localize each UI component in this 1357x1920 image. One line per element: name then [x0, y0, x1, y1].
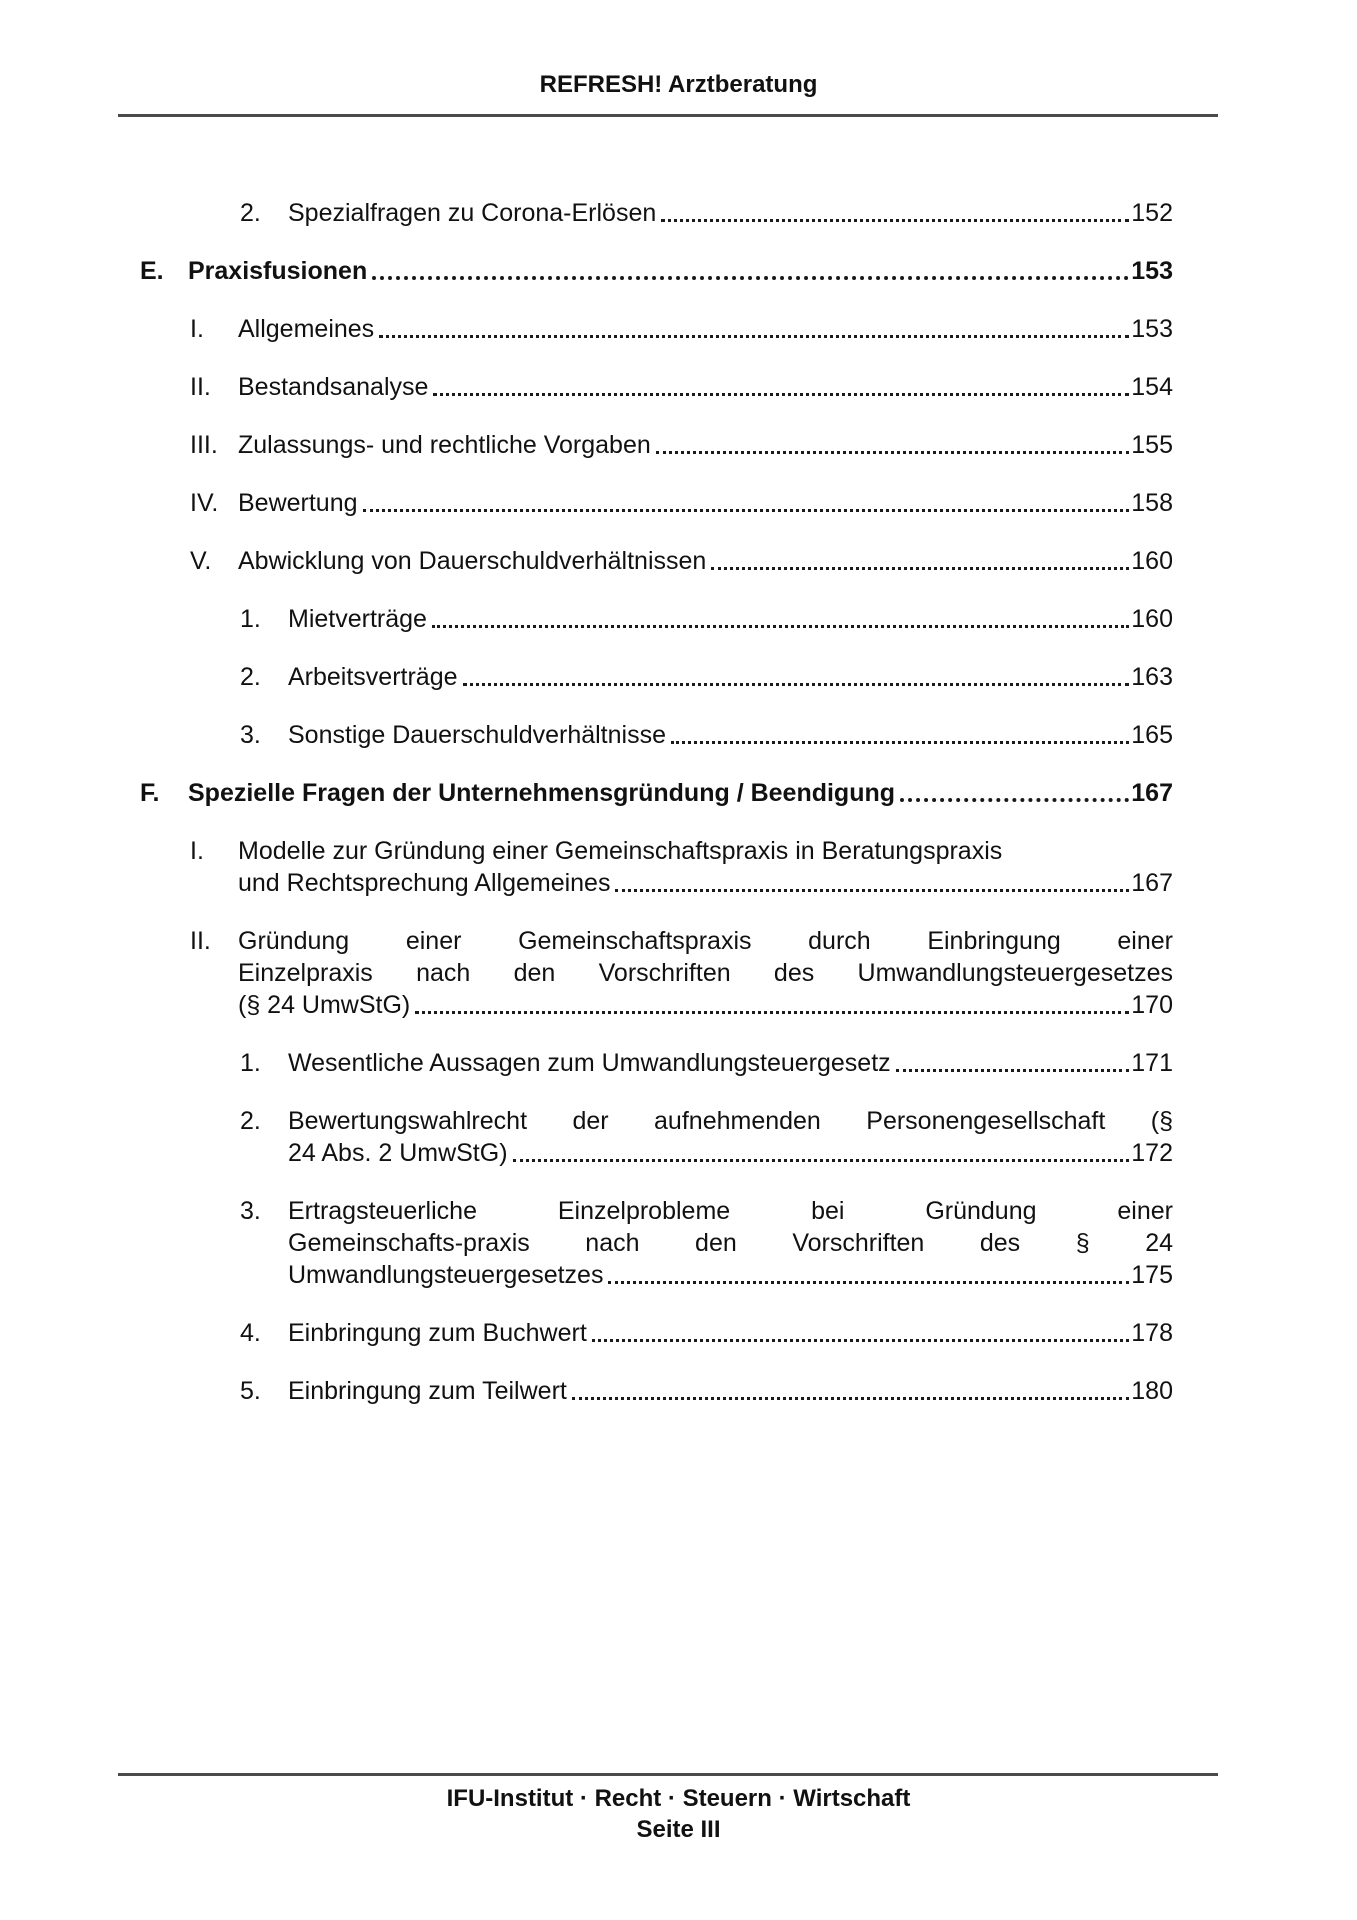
toc-entry-label: F. — [140, 779, 160, 807]
toc-entry-body — [238, 925, 1173, 1021]
footer-page-line: Seite III — [636, 1816, 721, 1843]
toc-entry-label: 2. — [240, 1107, 261, 1135]
dot-leader — [572, 1397, 1129, 1400]
toc-entry-title: Spezielle Fragen der Unternehmensgründung / Beendigung — [188, 779, 896, 807]
toc-entry-title: Spezialfragen zu Corona-Erlösen — [288, 199, 657, 227]
toc-entry-label: 2. — [240, 663, 261, 691]
toc-entry-body — [238, 313, 1173, 345]
toc-page-number: 175 — [1131, 1261, 1173, 1289]
toc-entry-body — [188, 255, 1173, 287]
toc-entry — [118, 545, 1173, 577]
toc-entry-body — [238, 429, 1173, 461]
toc-entry — [118, 255, 1173, 287]
toc-entry-body — [288, 1105, 1173, 1169]
toc-entry — [118, 197, 1173, 229]
toc-entry-line — [288, 661, 1173, 693]
dot-leader — [661, 219, 1129, 222]
toc-entry-body — [238, 487, 1173, 519]
toc-entry-title: Bestandsanalyse — [238, 373, 429, 401]
dot-leader — [513, 1159, 1130, 1162]
dot-leader — [656, 451, 1130, 454]
toc-entry — [118, 1195, 1173, 1291]
toc-entry-body — [288, 603, 1173, 635]
toc-page-number: 153 — [1131, 257, 1173, 285]
toc-entry-label: 3. — [240, 721, 261, 749]
toc-page-number: 171 — [1131, 1049, 1173, 1077]
toc-entry-line — [238, 371, 1173, 403]
toc-entry — [118, 429, 1173, 461]
toc-entry — [118, 835, 1173, 899]
toc-entry-body — [288, 1317, 1173, 1349]
toc-entry-body — [288, 1195, 1173, 1291]
header-rule — [118, 114, 1218, 117]
toc-entry — [118, 313, 1173, 345]
dot-leader — [711, 567, 1129, 570]
dot-leader — [671, 741, 1129, 744]
toc-entry-wrap-line: Ertragsteuerliche Einzelprobleme bei Gründung einer — [288, 1197, 1173, 1225]
toc-entry-label: 2. — [240, 199, 261, 227]
toc-entry-line — [288, 1137, 1173, 1169]
toc-entry-label: III. — [190, 431, 218, 459]
toc-entry-label: 3. — [240, 1197, 261, 1225]
toc-entry — [118, 719, 1173, 751]
toc-entry-line — [238, 545, 1173, 577]
toc-page-number: 153 — [1131, 315, 1173, 343]
toc-entry-label: E. — [140, 257, 164, 285]
toc-entry-body — [288, 1047, 1173, 1079]
toc-entry-label: IV. — [190, 489, 219, 517]
toc-entry-wrap-line: Modelle zur Gründung einer Gemeinschaftspraxis in Beratungspraxis — [238, 837, 1003, 865]
toc-entry-title: Umwandlungsteuergesetzes — [288, 1261, 604, 1289]
dot-leader — [615, 889, 1129, 892]
dot-leader — [372, 276, 1129, 280]
toc-entry-label: I. — [190, 837, 204, 865]
dot-leader — [592, 1339, 1130, 1342]
dot-leader — [463, 683, 1130, 686]
toc-entry-title: Zulassungs- und rechtliche Vorgaben — [238, 431, 651, 459]
toc-page-number: 152 — [1131, 199, 1173, 227]
toc-entry — [118, 777, 1173, 809]
toc-entry-line — [288, 1375, 1173, 1407]
toc-entry-line — [238, 989, 1173, 1021]
toc-entry-title: 24 Abs. 2 UmwStG) — [288, 1139, 508, 1167]
toc-page-number: 160 — [1131, 547, 1173, 575]
toc-page-number: 163 — [1131, 663, 1173, 691]
toc-entry-title: und Rechtsprechung Allgemeines — [238, 869, 611, 897]
toc-entry — [118, 661, 1173, 693]
toc-entry-label: 4. — [240, 1319, 261, 1347]
dot-leader — [415, 1011, 1129, 1014]
toc-entry — [118, 603, 1173, 635]
dot-leader — [379, 335, 1129, 338]
toc-page-number: 172 — [1131, 1139, 1173, 1167]
running-header-title: REFRESH! Arztberatung — [539, 71, 818, 98]
toc-entry — [118, 1317, 1173, 1349]
toc-entry-body — [238, 545, 1173, 577]
toc-page-number: 178 — [1131, 1319, 1173, 1347]
toc-entry-label: 1. — [240, 605, 261, 633]
toc-entry — [118, 487, 1173, 519]
toc-entry-wrap-line: Gründung einer Gemeinschaftspraxis durch Einbringung einer — [238, 927, 1173, 955]
toc-page-number: 165 — [1131, 721, 1173, 749]
table-of-contents — [118, 197, 1173, 1407]
toc-entry — [118, 1105, 1173, 1169]
toc-entry-line — [238, 313, 1173, 345]
toc-entry-line — [288, 1317, 1173, 1349]
dot-leader — [900, 798, 1129, 802]
toc-entry-title: (§ 24 UmwStG) — [238, 991, 411, 1019]
toc-entry-line — [238, 867, 1173, 899]
toc-entry-title: Sonstige Dauerschuldverhältnisse — [288, 721, 666, 749]
toc-entry-body — [288, 197, 1173, 229]
dot-leader — [363, 509, 1130, 512]
toc-entry-body — [288, 719, 1173, 751]
toc-entry-line — [288, 719, 1173, 751]
toc-entry-line — [288, 1047, 1173, 1079]
toc-entry-title: Bewertung — [238, 489, 358, 517]
toc-entry-title: Arbeitsverträge — [288, 663, 458, 691]
toc-entry-body — [188, 777, 1173, 809]
toc-entry-label: 5. — [240, 1377, 261, 1405]
toc-entry-wrap-line: Bewertungswahlrecht der aufnehmenden Personengesellschaft (§ — [288, 1107, 1173, 1135]
toc-entry-line — [188, 777, 1173, 809]
toc-entry — [118, 1375, 1173, 1407]
toc-entry-body — [238, 835, 1173, 899]
toc-entry-line — [238, 429, 1173, 461]
toc-entry-wrap-line: Gemeinschafts-praxis nach den Vorschriften des § 24 — [288, 1229, 1173, 1257]
toc-entry-label: 1. — [240, 1049, 261, 1077]
footer-rule — [118, 1773, 1218, 1776]
page-header — [0, 0, 1357, 117]
toc-entry-body — [238, 371, 1173, 403]
toc-entry-line — [288, 603, 1173, 635]
toc-entry-title: Wesentliche Aussagen zum Umwandlungsteuergesetz — [288, 1049, 891, 1077]
footer-org-line: IFU-Institut · Recht · Steuern · Wirtschaft — [446, 1785, 911, 1812]
toc-entry-line — [238, 487, 1173, 519]
toc-entry-label: II. — [190, 927, 211, 955]
toc-entry-title: Praxisfusionen — [188, 257, 368, 285]
toc-entry — [118, 925, 1173, 1021]
toc-page-number: 170 — [1131, 991, 1173, 1019]
page-footer — [0, 1783, 1357, 1845]
toc-entry-title: Einbringung zum Buchwert — [288, 1319, 587, 1347]
toc-entry-label: I. — [190, 315, 204, 343]
toc-entry-line — [188, 255, 1173, 287]
toc-entry-line — [288, 1259, 1173, 1291]
toc-entry-label: V. — [190, 547, 212, 575]
toc-entry — [118, 1047, 1173, 1079]
toc-entry-body — [288, 661, 1173, 693]
toc-page-number: 180 — [1131, 1377, 1173, 1405]
toc-page-number: 167 — [1131, 869, 1173, 897]
toc-entry-title: Mietverträge — [288, 605, 427, 633]
toc-page-number: 155 — [1131, 431, 1173, 459]
dot-leader — [608, 1281, 1129, 1284]
toc-entry-body — [288, 1375, 1173, 1407]
toc-entry-title: Abwicklung von Dauerschuldverhältnissen — [238, 547, 707, 575]
toc-page-number: 158 — [1131, 489, 1173, 517]
toc-entry-label: II. — [190, 373, 211, 401]
toc-entry-line — [288, 197, 1173, 229]
dot-leader — [433, 393, 1129, 396]
dot-leader — [896, 1069, 1130, 1072]
toc-entry-title: Einbringung zum Teilwert — [288, 1377, 567, 1405]
toc-page-number: 154 — [1131, 373, 1173, 401]
toc-entry-title: Allgemeines — [238, 315, 375, 343]
toc-entry-wrap-line: Einzelpraxis nach den Vorschriften des Umwandlungsteuergesetzes — [238, 959, 1173, 987]
toc-page-number: 160 — [1131, 605, 1173, 633]
toc-page-number: 167 — [1131, 779, 1173, 807]
dot-leader — [432, 625, 1129, 628]
toc-entry — [118, 371, 1173, 403]
